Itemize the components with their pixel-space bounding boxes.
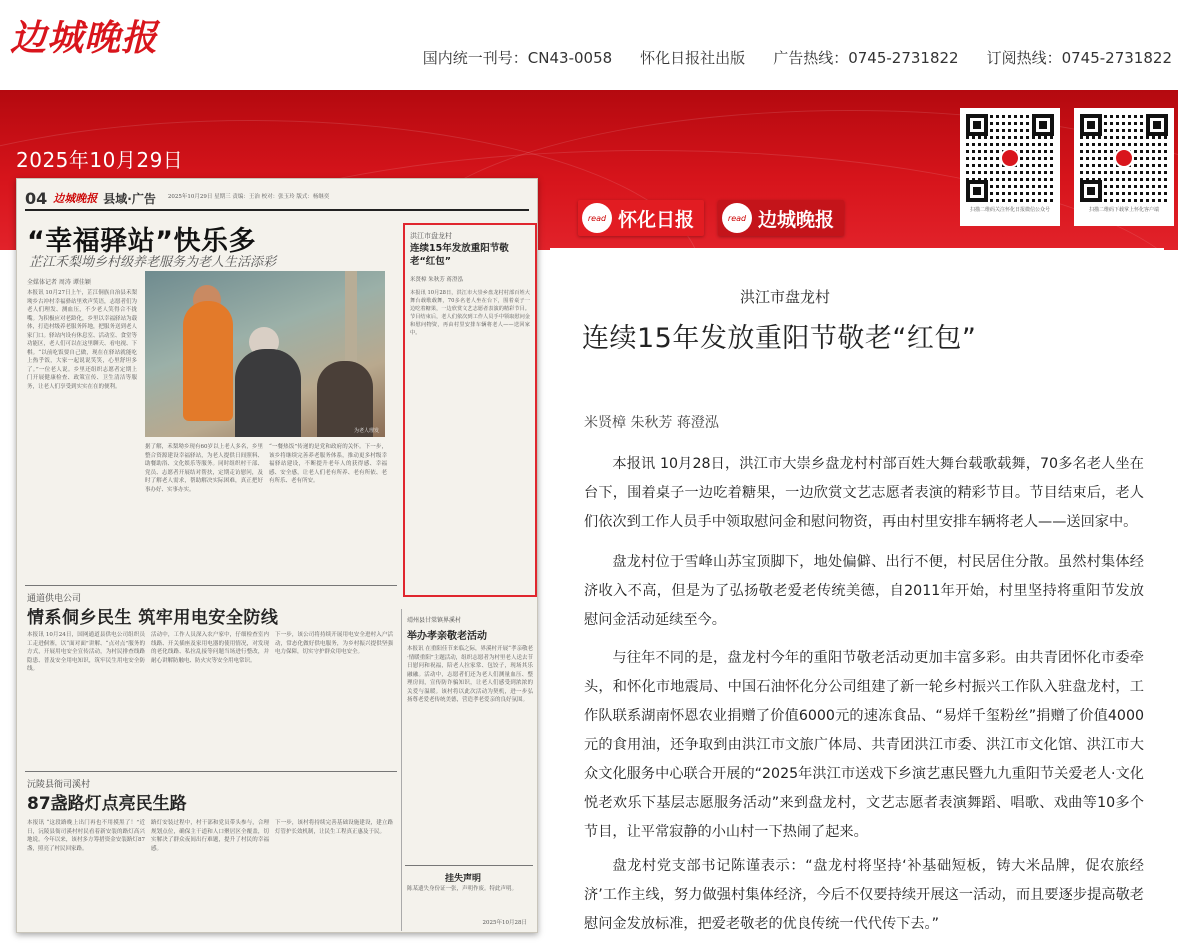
article-kicker: 洪江市盘龙村 — [740, 288, 831, 306]
np-article-column: 本报讯 10月27日上午，芷江侗族自治县禾梨坳乡古冲村幸福驿站里欢声笑语，志愿者们为老人们理发、测血压，不少老人笑得合不拢嘴。为积极应对老龄化，乡里以幸福驿站为载体，打造村级养老服务阵地，把服务送到老人家门口。驿站内设有休息室、活动室、食堂等功能区，老人们可以在这里聊天、看电视、下棋。“以前吃饭要自己做，现在在驿站就能吃上热乎饭，大家一起说说笑笑，心里舒坦多了。”一位老人说。乡里还组织志愿者定期上门开展健康检查、政策宣传、卫生清洁等服务，让老人们享受到实实在在的便利。 — [27, 290, 137, 390]
np-kicker: 靖州县甘棠镇界溪村 — [407, 617, 462, 624]
np-photo[interactable] — [145, 271, 385, 437]
tab-label: 怀化日报 — [618, 208, 695, 231]
np-article-column: 据了解，禾梨坳乡现有60岁以上老人多名，乡里整合资源建设幸福驿站，为老人提供日间照料、助餐助浴、文化娱乐等服务。同时组织村干部、党员、志愿者开展结对帮扶，定期走访慰问，及时了解老人需求，帮助解决实际困难，真正把好事办好、实事办实。 — [145, 444, 263, 493]
tab-biancheng-evening[interactable] — [718, 200, 844, 236]
np-headline[interactable]: 举办孝亲敬老活动 — [407, 631, 487, 642]
read-icon: read — [582, 203, 612, 233]
boxed-kicker: 洪江市盘龙村 — [410, 232, 452, 240]
np-headline[interactable]: 情系侗乡民生 筑牢用电安全防线 — [27, 608, 279, 628]
top-header — [0, 0, 1178, 90]
article-paragraph: 盘龙村位于雪峰山苏宝顶脚下，地处偏僻、出行不便，村民居住分散。虽然村集体经济收入不高，但是为了弘扬敬老爱老传统美德，自2011年开始，村里坚持将重阳节发放慰问金活动延续至今。 — [584, 554, 1144, 628]
tab-huaihua-daily[interactable] — [578, 200, 704, 236]
divider — [405, 865, 533, 866]
newspaper-page-header — [25, 187, 529, 211]
issue-date[interactable]: 2025年10月29日 — [16, 148, 184, 172]
highlighted-article-box[interactable] — [403, 223, 537, 597]
np-headline[interactable]: 87盏路灯点亮民生路 — [27, 794, 187, 814]
paper-name: 边城晚报 — [53, 192, 98, 205]
qr-code-icon — [966, 114, 1054, 202]
article-title: 连续15年发放重阳节敬老“红包” — [582, 323, 977, 354]
boxed-byline: 米贤樟 朱秋芳 蒋澄泓 — [410, 276, 463, 283]
np-headline[interactable]: “幸福驿站”快乐多 — [27, 226, 256, 257]
newspaper-page[interactable] — [16, 178, 538, 933]
section-name: 县域·广告 — [103, 191, 156, 206]
np-article-column: 下一步，该公司将持续开展用电安全进村入户活动，常态化做好供电服务，为乡村振兴提供坚强电力保障，切实守护群众用电安全。 — [275, 632, 393, 656]
publisher-text: 怀化日报社出版 — [640, 49, 746, 67]
article-panel — [550, 248, 1164, 938]
np-notice-title: 挂失声明 — [445, 874, 482, 884]
np-footer-date: 2025年10月28日 — [482, 920, 527, 926]
np-kicker: 通道供电公司 — [27, 594, 82, 604]
app-qr-code — [1074, 108, 1174, 226]
np-article-column: 本报讯 “这段路晚上出门再也不用摸黑了！”近日，沅陵县衙司溪村村民看着新安装的路灯高兴地说。今年以来，该村多方筹措资金安装路灯87盏，照亮了村民回家路。 — [27, 820, 145, 852]
issn-text: 国内统一刊号：CN43-0058 — [422, 49, 613, 67]
site-logo[interactable] — [10, 10, 210, 60]
np-byline: 全媒体记者 周涛 谭佳颖 — [27, 279, 91, 286]
divider — [25, 771, 397, 772]
boxed-body: 本报讯 10月28日，洪江市大崇乡盘龙村村部百姓大舞台载歌载舞，70多名老人坐在台下，围着桌子一边吃着糖果，一边欣赏文艺志愿者表演的精彩节目。节目结束后，老人们依次到工作人员手中领取慰问金和慰问物资，再由村里安排车辆将老人——送回家中。 — [410, 289, 530, 336]
tab-label: 边城晚报 — [758, 208, 835, 231]
header-info — [423, 47, 1172, 68]
boxed-title: 连续15年发放重阳节敬老“红包” — [410, 243, 509, 267]
article-paragraph: 盘龙村党支部书记陈谨表示：“盘龙村将坚持‘补基础短板，铸大米品牌，促农旅经济’工作主线，努力做强村集体经济，今后不仅要持续开展这一活动，而且要逐步提高敬老慰问金发放标准，把爱老敬老的优良传统一代代传下去。” — [584, 858, 1144, 932]
divider — [25, 585, 397, 586]
paper-tabs — [578, 200, 844, 236]
wechat-qr-code — [960, 108, 1060, 226]
subscription-hotline-text: 订阅热线：0745-2731822 — [986, 49, 1172, 67]
page-meta: 2025年10月29日 星期三 责编：王治 校对：张玉玲 版式：杨继奕 — [167, 194, 330, 201]
divider — [401, 609, 402, 931]
qr-caption: 扫描二维码下载掌上怀化客户端 — [1088, 207, 1159, 213]
photo-caption: 为老人理发 — [353, 428, 379, 434]
read-icon: read — [722, 203, 752, 233]
np-article-column: “一餐热饭”传递的是党和政府的关怀。下一步，该乡将继续完善养老服务体系，推动更多村级幸福驿站建设，不断提升老年人的获得感、幸福感、安全感，让老人们老有所养、老有所依、老有所乐、老有所安。 — [269, 444, 387, 485]
np-article-column: 本报讯 在重阳佳节来临之际，界溪村开展“孝亲敬老·情暖重阳”主题活动，组织志愿者为村里老人送去节日慰问和祝福，陪老人拉家常、包饺子，现场其乐融融。活动中，志愿者们还为老人们测量血压、整理房间，宣传防诈骗知识，让老人们感受到浓浓的关爱与温暖。该村将以此次活动为契机，进一步弘扬尊老爱老传统美德，营造孝老爱亲的良好氛围。 — [407, 646, 533, 704]
np-article-column: 路灯安装过程中，村干部和党员带头参与，合理规划点位，确保主干道和人口聚居区全覆盖，切实解决了群众夜间出行难题，提升了村民的幸福感。 — [151, 820, 269, 852]
qr-caption: 扫描二维码关注怀化日报微信公众号 — [969, 207, 1050, 213]
np-notice-text: 陈某遗失身份证一张，声明作废。特此声明。 — [407, 886, 518, 892]
np-article-column: 活动中，工作人员深入农户家中，仔细检查室内线路、开关插座及家用电器的使用情况，对发现的老化线路、私拉乱接等问题当场进行整改，并耐心讲解防触电、防火灾等安全用电常识。 — [151, 632, 269, 664]
np-article-column: 本报讯 10月24日，国网通道县供电公司组织员工走进侗寨，以“面对面”讲解、“点对点”服务的方式，开展用电安全宣传活动，为村民排查线路隐患、普及安全用电知识，筑牢民生用电安全防线。 — [27, 632, 145, 673]
article-paragraph: 本报讯 10月28日，洪江市大崇乡盘龙村村部百姓大舞台载歌载舞，70多名老人坐在台下，围着桌子一边吃着糖果，一边欣赏文艺志愿者表演的精彩节目。节目结束后，老人们依次到工作人员手中领取慰问金和慰问物资，再由村里安排车辆将老人——送回家中。 — [584, 456, 1144, 530]
np-subheadline: 芷江禾梨坳乡村级养老服务为老人生活添彩 — [29, 255, 277, 270]
np-kicker: 沅陵县衙司溪村 — [27, 780, 91, 790]
ad-hotline-text: 广告热线：0745-2731822 — [773, 49, 959, 67]
logo-text: 边城晚报 — [10, 16, 159, 59]
page-number: 04 — [25, 188, 48, 208]
qr-code-icon — [1080, 114, 1168, 202]
article-authors: 米贤樟 朱秋芳 蒋澄泓 — [584, 415, 719, 431]
article-paragraph: 与往年不同的是，盘龙村今年的重阳节敬老活动更加丰富多彩。由共青团怀化市委牵头，和怀化市地震局、中国石油怀化分公司组建了新一轮乡村振兴工作队入驻盘龙村，工作队联系湖南怀恩农业捐赠了价值6000元的速冻食品、“易烊千玺粉丝”捐赠了价值4000元的食用油，还争取到由洪江市文旅广体局、共青团洪江市委、洪江市文化馆、洪江市大众文化服务中心联合开展的“2025年洪江市送戏下乡演艺惠民暨九九重阳节关爱老人·文化悦老欢乐下基层志愿服务活动”来到盘龙村，文艺志愿者表演舞蹈、唱歌、戏曲等10多个节目，让平常寂静的小山村一下热闹了起来。 — [584, 650, 1144, 840]
np-article-column: 下一步，该村将持续完善基础设施建设，建立路灯管护长效机制，让民生工程真正惠及于民。 — [275, 820, 393, 835]
